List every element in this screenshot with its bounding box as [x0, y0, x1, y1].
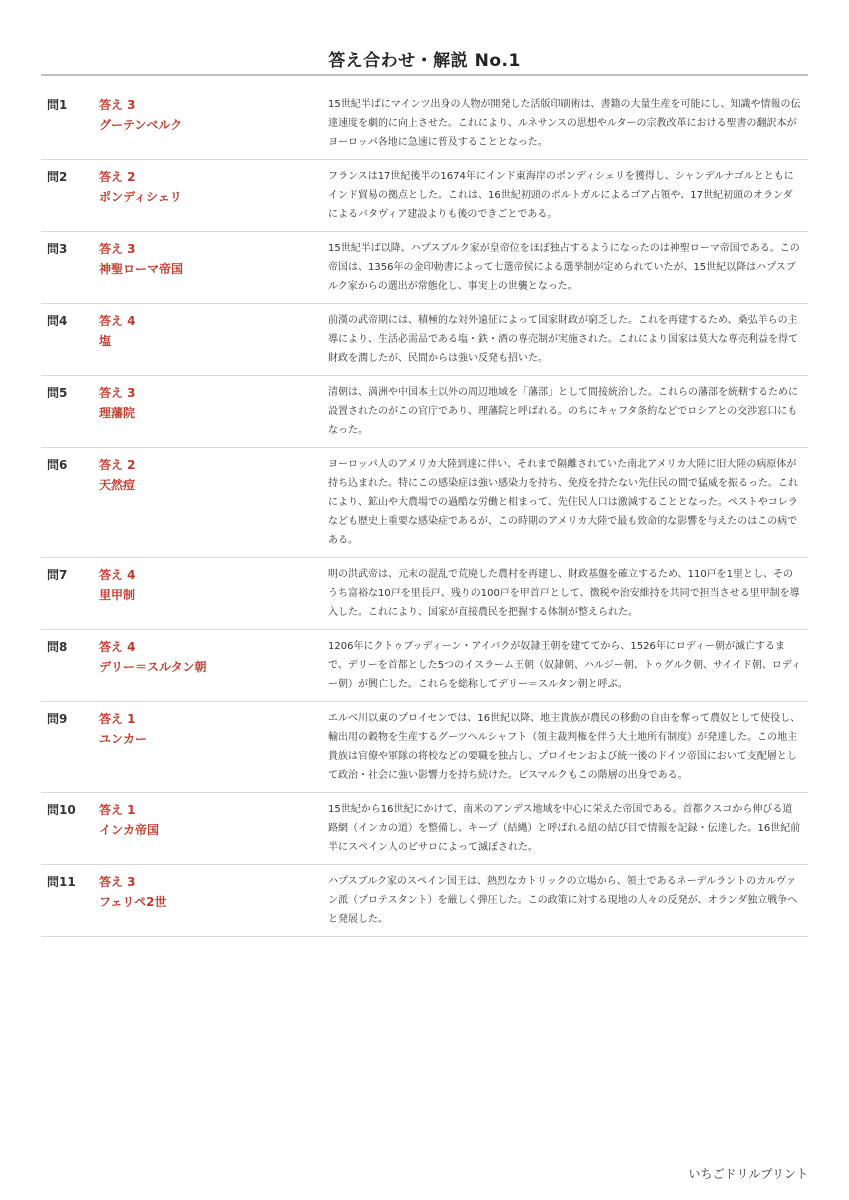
answer-row — [41, 793, 808, 865]
answer-term: 塩 — [99, 334, 112, 348]
answer-term: 里甲制 — [99, 588, 136, 602]
answer-explanation: 清朝は、満洲や中国本土以外の周辺地域を「藩部」として間接統治した。これらの藩部を統轄するために設置されたのがこの官庁であり、理藩院と呼ばれる。のちにキャフタ条約などでロシアとの交渉窓口にもなった。 — [328, 387, 798, 436]
answer-term: インカ帝国 — [99, 823, 160, 837]
question-number: 問11 — [47, 875, 76, 889]
answer-row — [41, 630, 808, 702]
answer-choice: 答え 4 — [99, 568, 136, 582]
answer-list — [41, 88, 808, 937]
answer-choice: 答え 4 — [99, 640, 136, 654]
answer-choice: 答え 2 — [99, 458, 136, 472]
answer-term: グーテンベルク — [99, 118, 183, 132]
answer-block — [99, 709, 328, 785]
answer-term: デリー＝スルタン朝 — [99, 660, 207, 674]
answer-block — [99, 455, 328, 550]
answer-choice: 答え 3 — [99, 98, 136, 112]
answer-choice: 答え 3 — [99, 875, 136, 889]
answer-explanation: ヨーロッパ人のアメリカ大陸到達に伴い、それまで隔離されていた南北アメリカ大陸に旧大陸の病原体が持ち込まれた。特にこの感染症は強い感染力を持ち、免疫を持たない先住民の間で猛威を振るった。これにより、鉱山や大農場での過酷な労働と相まって、先住民人口は激減することとなった。ペストやコレラなども歴史上重要な感染症であるが、この時期のアメリカ大陸で最も致命的な影響を与えたのはこの病である。 — [328, 459, 798, 546]
answer-block — [99, 383, 328, 440]
answer-explanation: 15世紀半ば以降、ハプスブルク家が皇帝位をほぼ独占するようになったのは神聖ローマ帝国である。この帝国は、1356年の金印勅書によって七選帝侯による選挙制が定められていたが、15世紀以降はハプスブルク家からの選出が常態化し、事実上の世襲となった。 — [328, 243, 800, 292]
answer-term: フェリペ2世 — [99, 895, 167, 909]
footer-brand: いちごドリルプリント — [688, 1167, 808, 1181]
question-number: 問1 — [47, 98, 68, 112]
question-number: 問2 — [47, 170, 68, 184]
page-title: 答え合わせ・解説 No.1 — [328, 51, 521, 71]
answer-block — [99, 565, 328, 622]
answer-choice: 答え 3 — [99, 242, 136, 256]
answer-row — [41, 702, 808, 793]
answer-explanation: 15世紀半ばにマインツ出身の人物が開発した活版印刷術は、書籍の大量生産を可能にし、知識や情報の伝達速度を劇的に向上させた。これにより、ルネサンスの思想やルターの宗教改革における聖書の翻訳本がヨーロッパ各地に急速に普及することとなった。 — [328, 99, 801, 148]
answer-row — [41, 160, 808, 232]
answer-row — [41, 304, 808, 376]
answer-row — [41, 232, 808, 304]
question-number: 問7 — [47, 568, 68, 582]
answer-term: ユンカー — [99, 732, 148, 746]
question-number: 問4 — [47, 314, 68, 328]
title-divider — [41, 74, 808, 76]
answer-explanation: 15世紀から16世紀にかけて、南米のアンデス地域を中心に栄えた帝国である。首都クスコから伸びる道路網（インカの道）を整備し、キープ（結縄）と呼ばれる紐の結び目で情報を記録・伝達した。16世紀前半にスペイン人のピサロによって滅ぼされた。 — [328, 804, 801, 853]
answer-block — [99, 800, 328, 857]
answer-explanation: 1206年にクトゥブッディーン・アイバクが奴隷王朝を建ててから、1526年にロディー朝が滅亡するまで、デリーを首都とした5つのイスラーム王朝（奴隷朝、ハルジー朝、トゥグルク朝、サイイド朝、ロディー朝）が興亡した。これらを総称してデリー＝スルタン朝と呼ぶ。 — [328, 641, 802, 690]
answer-explanation: 前漢の武帝期には、積極的な対外遠征によって国家財政が窮乏した。これを再建するため、桑弘羊らの主導により、生活必需品である塩・鉄・酒の専売制が実施された。これにより国家は莫大な専売利益を得て財政を潤したが、民間からは強い反発も招いた。 — [328, 315, 798, 364]
answer-term: ポンディシェリ — [99, 190, 182, 204]
question-number: 問3 — [47, 242, 68, 256]
answer-term: 神聖ローマ帝国 — [99, 262, 184, 276]
answer-explanation: フランスは17世紀後半の1674年にインド東海岸のポンディシェリを獲得し、シャンデルナゴルとともにインド貿易の拠点とした。これは、16世紀初頭のポルトガルによるゴア占領や、17世紀初頭のオランダによるバタヴィア建設よりも後のできごとである。 — [328, 171, 794, 220]
answer-row — [41, 865, 808, 937]
answer-row — [41, 558, 808, 630]
answer-block — [99, 239, 328, 296]
answer-block — [99, 167, 328, 224]
answer-row — [41, 88, 808, 160]
answer-choice: 答え 1 — [99, 803, 136, 817]
question-number: 問6 — [47, 458, 68, 472]
answer-row — [41, 448, 808, 558]
answer-choice: 答え 3 — [99, 386, 136, 400]
answer-term: 理藩院 — [99, 406, 136, 420]
answer-explanation: エルベ川以東のプロイセンでは、16世紀以降、地主貴族が農民の移動の自由を奪って農奴として使役し、輸出用の穀物を生産するグーツヘルシャフト（領主裁判権を伴う大土地所有制度）が発達した。この地主貴族は官僚や軍隊の将校などの要職を独占し、プロイセンおよび統一後のドイツ帝国において支配層として政治・社会に強い影響力を持ち続けた。ビスマルクもこの階層の出身である。 — [328, 713, 801, 781]
question-number: 問8 — [47, 640, 68, 654]
answer-block — [99, 311, 328, 368]
question-number: 問5 — [47, 386, 68, 400]
answer-block — [99, 95, 328, 152]
answer-row — [41, 376, 808, 448]
answer-block — [99, 637, 328, 694]
question-number: 問10 — [47, 803, 76, 817]
answer-choice: 答え 4 — [99, 314, 136, 328]
answer-choice: 答え 2 — [99, 170, 136, 184]
answer-term: 天然痘 — [99, 478, 136, 492]
question-number: 問9 — [47, 712, 68, 726]
answer-choice: 答え 1 — [99, 712, 136, 726]
answer-block — [99, 872, 328, 929]
answer-explanation: 明の洪武帝は、元末の混乱で荒廃した農村を再建し、財政基盤を確立するため、110戸を1里とし、そのうち富裕な10戸を里長戸、残りの100戸を甲首戸として、徴税や治安維持を共同で担当させる里甲制を導入した。これにより、国家が直接農民を把握する体制が整えられた。 — [328, 569, 800, 618]
answer-explanation: ハプスブルク家のスペイン国王は、熱烈なカトリックの立場から、領土であるネーデルラントのカルヴァン派（プロテスタント）を厳しく弾圧した。この政策に対する現地の人々の反発が、オランダ独立戦争へと発展した。 — [328, 876, 798, 925]
